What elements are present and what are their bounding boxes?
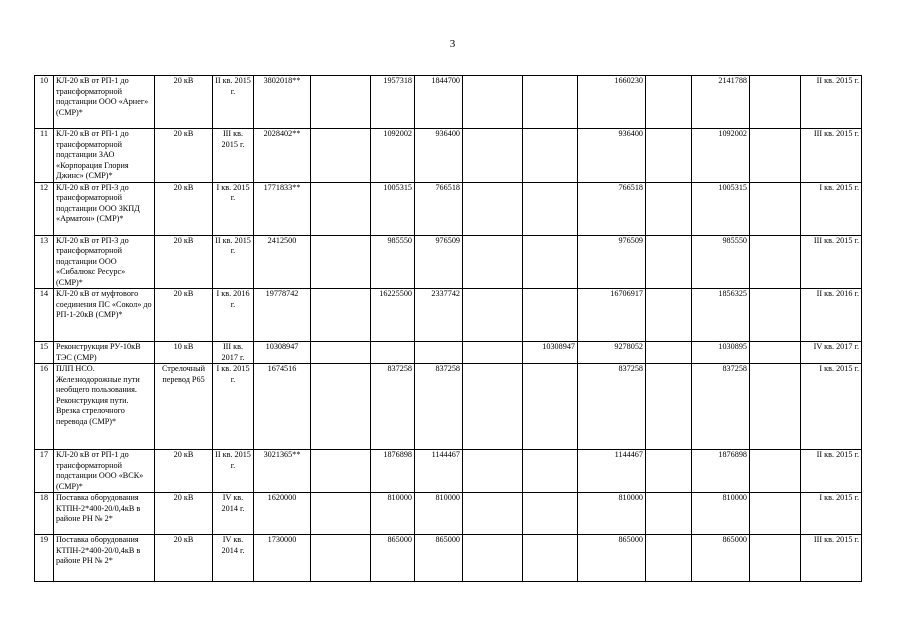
cell-col-10: 1144467 [578, 450, 646, 493]
table-row [35, 235, 862, 289]
cell-start-period: I кв. 2015 г. [213, 182, 254, 235]
cell-completion-period: II кв. 2015 г. [801, 76, 862, 129]
cell-col-9 [523, 182, 578, 235]
cell-col-8 [463, 493, 523, 535]
cell-object-name: КЛ-20 кВ от РП-1 до трансформаторной подстанции ООО «ВСК» (СМР)* [54, 450, 155, 493]
cell-voltage: 10 кВ [155, 342, 213, 364]
cell-col-7: 810000 [415, 493, 463, 535]
cell-col-5 [311, 182, 371, 235]
cell-row-number: 14 [35, 289, 54, 342]
cell-col-5 [311, 289, 371, 342]
table-row [35, 342, 862, 364]
cell-col-8 [463, 289, 523, 342]
cell-cost: 2412500 [254, 235, 311, 289]
page-number: 3 [449, 38, 456, 50]
investment-table [34, 75, 862, 582]
cell-col-10: 16706917 [578, 289, 646, 342]
cell-start-period: I кв. 2016 г. [213, 289, 254, 342]
cell-col-10: 837258 [578, 364, 646, 450]
cell-col-12: 1092002 [692, 129, 750, 183]
cell-voltage: 20 кВ [155, 235, 213, 289]
cell-row-number: 11 [35, 129, 54, 183]
table-row [35, 450, 862, 493]
cell-col-9 [523, 450, 578, 493]
cell-col-13 [750, 76, 801, 129]
cell-col-7: 936400 [415, 129, 463, 183]
cell-col-6: 1005315 [371, 182, 415, 235]
cell-cost: 10308947 [254, 342, 311, 364]
cell-col-9: 10308947 [523, 342, 578, 364]
cell-row-number: 19 [35, 535, 54, 582]
cell-col-11 [646, 129, 692, 183]
cell-col-12: 810000 [692, 493, 750, 535]
cell-col-7: 2337742 [415, 289, 463, 342]
cell-object-name: КЛ-20 кВ от РП-1 до трансформаторной подстанции ЗАО «Корпорация Глория Джинс» (СМР)* [54, 129, 155, 183]
cell-object-name: КЛ-20 кВ от РП-3 до трансформаторной подстанции ООО ЗКПД «Арматон» (СМР)* [54, 182, 155, 235]
table-row [35, 129, 862, 183]
cell-col-13 [750, 493, 801, 535]
cell-col-5 [311, 76, 371, 129]
cell-completion-period: I кв. 2015 г. [801, 182, 862, 235]
cell-completion-period: I кв. 2015 г. [801, 364, 862, 450]
cell-col-8 [463, 182, 523, 235]
cell-object-name: ПЛП НСО. Железнодорожные пути необщего пользования. Реконструкция пути. Врезка стрелочного перевода (СМР)* [54, 364, 155, 450]
cell-row-number: 15 [35, 342, 54, 364]
cell-completion-period: I кв. 2015 г. [801, 493, 862, 535]
cell-col-11 [646, 235, 692, 289]
table-row [35, 535, 862, 582]
cell-col-6: 16225500 [371, 289, 415, 342]
cell-start-period: II кв. 2015 г. [213, 76, 254, 129]
cell-col-8 [463, 342, 523, 364]
cell-completion-period: III кв. 2015 г. [801, 535, 862, 582]
table-row [35, 493, 862, 535]
cell-voltage: 20 кВ [155, 493, 213, 535]
cell-col-5 [311, 342, 371, 364]
cell-col-8 [463, 450, 523, 493]
cell-col-12: 1030895 [692, 342, 750, 364]
table-row [35, 289, 862, 342]
cell-voltage: 20 кВ [155, 450, 213, 493]
cell-cost: 3802018** [254, 76, 311, 129]
cell-col-12: 1876898 [692, 450, 750, 493]
cell-col-6: 837258 [371, 364, 415, 450]
cell-row-number: 16 [35, 364, 54, 450]
cell-col-5 [311, 450, 371, 493]
cell-completion-period: II кв. 2015 г. [801, 450, 862, 493]
cell-col-5 [311, 535, 371, 582]
cell-col-13 [750, 364, 801, 450]
cell-voltage: 20 кВ [155, 289, 213, 342]
table-row [35, 182, 862, 235]
cell-col-9 [523, 493, 578, 535]
cell-col-13 [750, 182, 801, 235]
cell-col-6: 1092002 [371, 129, 415, 183]
cell-col-6: 985550 [371, 235, 415, 289]
cell-start-period: IV кв. 2014 г. [213, 535, 254, 582]
cell-row-number: 17 [35, 450, 54, 493]
cell-object-name: Поставка оборудования КТПН-2*400-20/0,4кВ в районе РН № 2* [54, 535, 155, 582]
cell-col-12: 837258 [692, 364, 750, 450]
cell-cost: 1730000 [254, 535, 311, 582]
cell-completion-period: IV кв. 2017 г. [801, 342, 862, 364]
cell-col-11 [646, 535, 692, 582]
cell-col-8 [463, 235, 523, 289]
cell-col-12: 865000 [692, 535, 750, 582]
cell-object-name: КЛ-20 кВ от РП-1 до трансформаторной подстанции ООО «Арнег» (СМР)* [54, 76, 155, 129]
cell-row-number: 18 [35, 493, 54, 535]
cell-col-9 [523, 364, 578, 450]
cell-col-10: 810000 [578, 493, 646, 535]
cell-voltage: 20 кВ [155, 535, 213, 582]
cell-col-10: 865000 [578, 535, 646, 582]
cell-col-9 [523, 76, 578, 129]
cell-object-name: КЛ-20 кВ от муфтового соединения ПС «Сокол» до РП-1-20кВ (СМР)* [54, 289, 155, 342]
cell-object-name: Реконструкция РУ-10кВ ТЭС (СМР) [54, 342, 155, 364]
cell-col-7: 976509 [415, 235, 463, 289]
cell-start-period: IV кв. 2014 г. [213, 493, 254, 535]
cell-col-12: 2141788 [692, 76, 750, 129]
cell-col-7: 837258 [415, 364, 463, 450]
cell-col-8 [463, 76, 523, 129]
cell-col-5 [311, 235, 371, 289]
cell-col-10: 976509 [578, 235, 646, 289]
cell-col-13 [750, 129, 801, 183]
cell-cost: 3021365** [254, 450, 311, 493]
cell-completion-period: II кв. 2016 г. [801, 289, 862, 342]
cell-col-12: 1005315 [692, 182, 750, 235]
cell-cost: 2028402** [254, 129, 311, 183]
cell-col-8 [463, 129, 523, 183]
cell-col-7: 865000 [415, 535, 463, 582]
cell-start-period: III кв. 2015 г. [213, 129, 254, 183]
cell-col-6: 1876898 [371, 450, 415, 493]
cell-completion-period: III кв. 2015 г. [801, 129, 862, 183]
cell-col-8 [463, 535, 523, 582]
cell-cost: 19778742 [254, 289, 311, 342]
cell-completion-period: III кв. 2015 г. [801, 235, 862, 289]
cell-start-period: II кв. 2015 г. [213, 450, 254, 493]
table-row [35, 76, 862, 129]
cell-col-11 [646, 76, 692, 129]
cell-object-name: Поставка оборудования КТПН-2*400-20/0,4кВ в районе РН № 2* [54, 493, 155, 535]
cell-voltage: Стрелочный перевод Р65 [155, 364, 213, 450]
cell-col-6: 865000 [371, 535, 415, 582]
cell-col-11 [646, 289, 692, 342]
cell-col-9 [523, 535, 578, 582]
cell-col-9 [523, 235, 578, 289]
cell-cost: 1771833** [254, 182, 311, 235]
cell-col-12: 1856325 [692, 289, 750, 342]
cell-col-13 [750, 535, 801, 582]
cell-col-11 [646, 450, 692, 493]
cell-col-7: 766518 [415, 182, 463, 235]
cell-col-13 [750, 235, 801, 289]
cell-col-10: 766518 [578, 182, 646, 235]
cell-row-number: 12 [35, 182, 54, 235]
cell-voltage: 20 кВ [155, 129, 213, 183]
cell-col-5 [311, 493, 371, 535]
cell-col-11 [646, 342, 692, 364]
cell-col-7: 1844700 [415, 76, 463, 129]
cell-col-10: 9278052 [578, 342, 646, 364]
cell-col-6 [371, 342, 415, 364]
cell-col-10: 1660230 [578, 76, 646, 129]
cell-col-9 [523, 289, 578, 342]
cell-cost: 1620000 [254, 493, 311, 535]
cell-start-period: II кв. 2015 г. [213, 235, 254, 289]
table-row [35, 364, 862, 450]
cell-col-6: 1957318 [371, 76, 415, 129]
cell-row-number: 13 [35, 235, 54, 289]
cell-col-12: 985550 [692, 235, 750, 289]
cell-object-name: КЛ-20 кВ от РП-3 до трансформаторной подстанции ООО «Сибалюкс Ресурс» (СМР)* [54, 235, 155, 289]
cell-col-11 [646, 364, 692, 450]
cell-col-6: 810000 [371, 493, 415, 535]
cell-col-11 [646, 493, 692, 535]
cell-col-13 [750, 450, 801, 493]
cell-voltage: 20 кВ [155, 76, 213, 129]
cell-col-10: 936400 [578, 129, 646, 183]
cell-start-period: III кв. 2017 г. [213, 342, 254, 364]
cell-col-7 [415, 342, 463, 364]
cell-start-period: I кв. 2015 г. [213, 364, 254, 450]
cell-row-number: 10 [35, 76, 54, 129]
cell-col-13 [750, 342, 801, 364]
cell-col-13 [750, 289, 801, 342]
cell-voltage: 20 кВ [155, 182, 213, 235]
cell-col-11 [646, 182, 692, 235]
cell-col-5 [311, 129, 371, 183]
cell-col-5 [311, 364, 371, 450]
cell-col-8 [463, 364, 523, 450]
cell-col-7: 1144467 [415, 450, 463, 493]
cell-col-9 [523, 129, 578, 183]
cell-cost: 1674516 [254, 364, 311, 450]
